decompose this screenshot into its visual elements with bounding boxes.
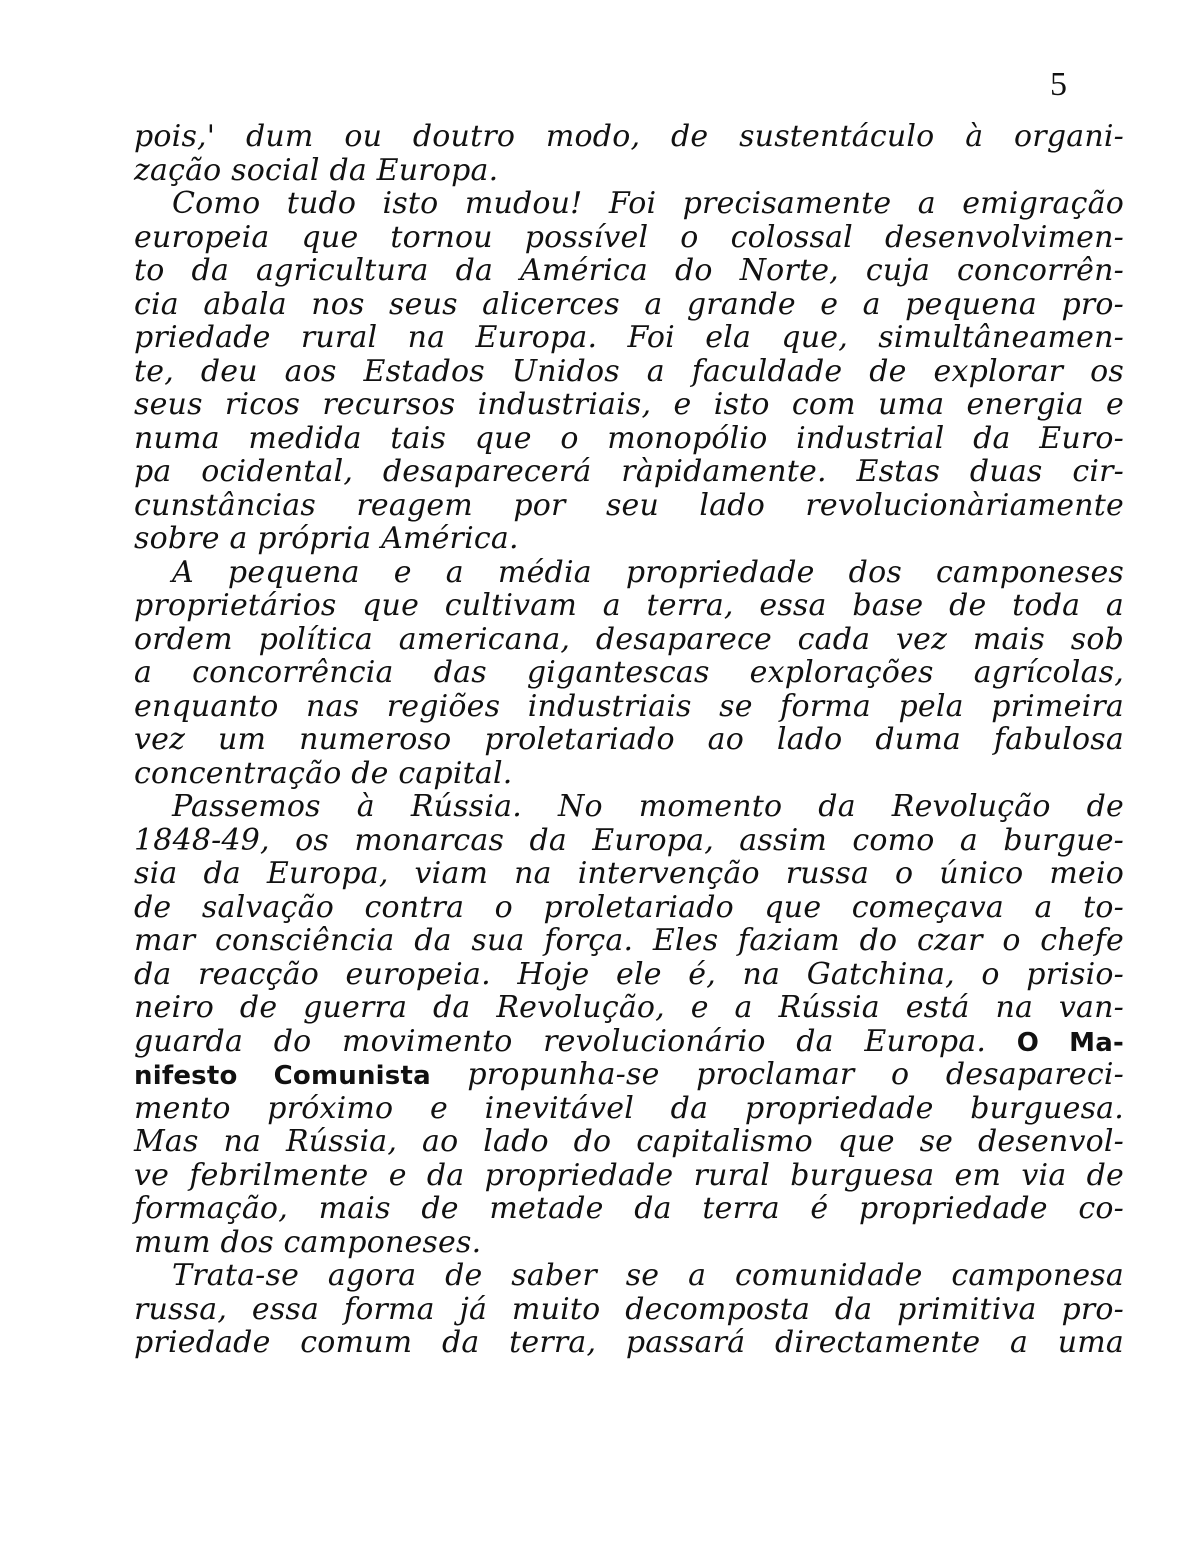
text-line: concentração de capital. <box>134 755 513 791</box>
text-line: cia abala nos seus alicerces a grande e a pequena pro- <box>134 286 1124 322</box>
bold-title-fragment: O Ma- <box>1016 1027 1124 1058</box>
bold-title-fragment: nifesto Comunista <box>134 1061 431 1091</box>
text-line: de salvação contra o proletariado que começava a to- <box>134 889 1124 925</box>
text-line: pa ocidental, desaparecerá ràpidamente. Estas duas cir- <box>134 454 1124 489</box>
text-line: vez um numeroso proletariado ao lado duma fabulosa <box>134 722 1124 757</box>
page-number: 5 <box>1050 66 1067 103</box>
text-line: priedade comum da terra, passará directamente a uma <box>134 1325 1124 1360</box>
text-line: sobre a própria América. <box>134 521 519 556</box>
text-line: te, deu aos Estados Unidos a faculdade de explorar os <box>134 353 1124 389</box>
text-line: proprietários que cultivam a terra, essa base de toda a <box>134 588 1124 623</box>
text-line: Passemos à Rússia. No momento da Revolução de <box>172 789 1124 824</box>
text-line: ordem política americana, desaparece cada vez mais sob <box>134 621 1124 657</box>
text-line: enquanto nas regiões industriais se forma pela primeira <box>134 688 1124 724</box>
line-text: propunha-se proclamar o desapareci- <box>467 1057 1124 1092</box>
text-line: europeia que tornou possível o colossal desenvolvimen- <box>134 219 1124 255</box>
text-line: seus ricos recursos industriais, e isto com uma energia e <box>134 387 1124 422</box>
text-line: ve febrilmente e da propriedade rural burguesa em via de <box>134 1157 1124 1193</box>
text-line: zação social da Europa. <box>134 152 499 188</box>
text-line: neiro de guerra da Revolução, e a Rússia está na van- <box>134 990 1124 1025</box>
text-line: cunstâncias reagem por seu lado revolucionàriamente <box>134 487 1124 523</box>
text-line: numa medida tais que o monopólio industrial da Euro- <box>134 420 1124 456</box>
text-line: sia da Europa, viam na intervenção russa o único meio <box>134 856 1124 891</box>
text-line: mum dos camponeses. <box>134 1224 482 1260</box>
text-line: da reacção europeia. Hoje ele é, na Gatchina, o prisio- <box>134 956 1124 992</box>
line-text: guarda do movimento revolucionário da Europa. <box>134 1023 1017 1059</box>
text-line: Trata-se agora de saber se a comunidade camponesa <box>172 1258 1124 1293</box>
text-line: Mas na Rússia, ao lado do capitalismo que se desenvol- <box>134 1124 1124 1159</box>
text-line: 1848-49, os monarcas da Europa, assim como a burgue- <box>134 822 1124 858</box>
text-line: a concorrência das gigantescas explorações agrícolas, <box>134 655 1124 690</box>
text-line <box>134 1025 1124 1059</box>
text-line: priedade rural na Europa. Foi ela que, simultâneamen- <box>134 320 1124 355</box>
text-line: mar consciência da sua força. Eles faziam do czar o chefe <box>134 923 1124 958</box>
text-line: to da agricultura da América do Norte, cuja concorrên- <box>134 253 1124 288</box>
text-line: A pequena e a média propriedade dos camponeses <box>172 554 1124 590</box>
body-text <box>134 120 1124 1360</box>
text-line <box>134 1058 1124 1092</box>
text-line: pois,' dum ou doutro modo, de sustentáculo à organi- <box>134 119 1124 154</box>
text-line: formação, mais de metade da terra é propriedade co- <box>134 1191 1124 1226</box>
text-line: russa, essa forma já muito decomposta da primitiva pro- <box>134 1291 1124 1327</box>
text-line: mento próximo e inevitável da propriedade burguesa. <box>134 1090 1124 1126</box>
text-line: Como tudo isto mudou! Foi precisamente a emigração <box>172 186 1124 221</box>
